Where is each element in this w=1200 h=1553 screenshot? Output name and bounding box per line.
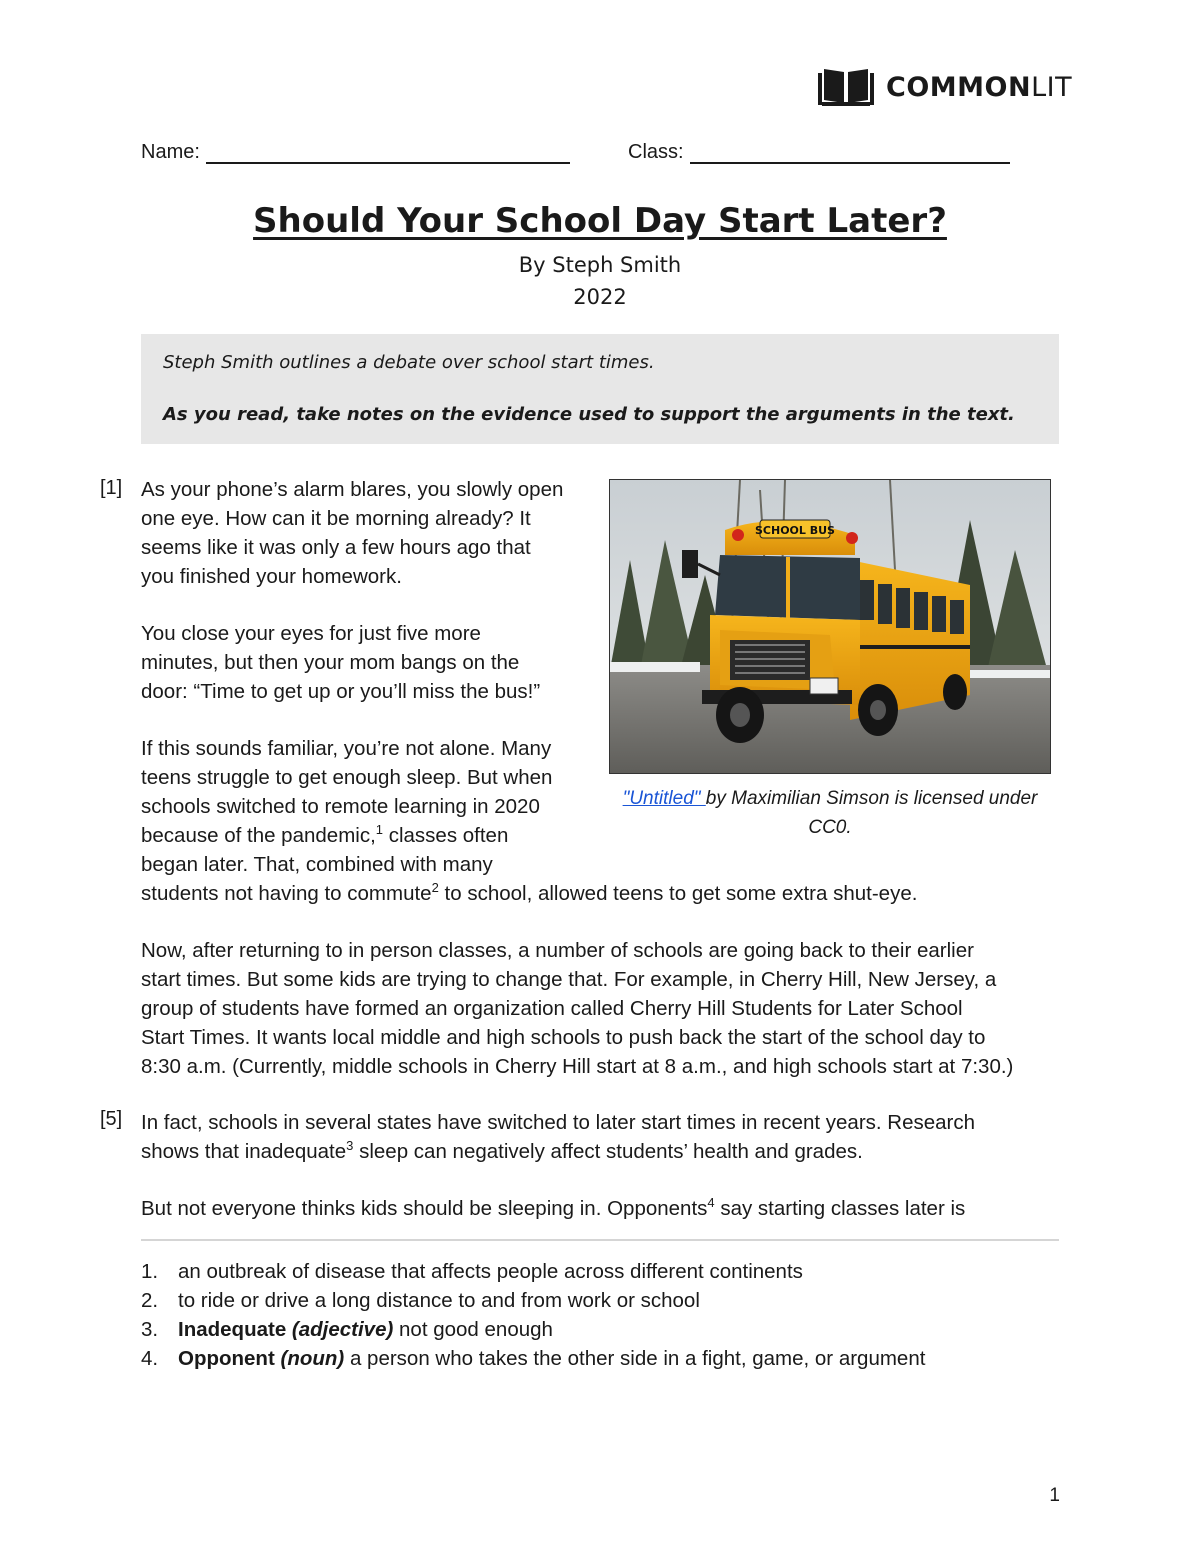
page-title: Should Your School Day Start Later? [253, 201, 947, 241]
class-field[interactable] [628, 141, 1010, 164]
footnote-ref-2[interactable]: 2 [431, 880, 439, 896]
footnotes-list [141, 1257, 925, 1373]
text-line: Start Times. It wants local middle and high schools to push back the start of the school day to [141, 1026, 986, 1049]
name-field[interactable] [141, 141, 570, 164]
paragraph-1 [141, 475, 563, 591]
text-line: shows that inadequate$^3$ sleep can negatively affect students’ health and grades. [141, 1138, 863, 1163]
text-line: began later. That, combined with many [141, 853, 493, 876]
text-line: group of students have formed an organization called Cherry Hill Students for Later School [141, 997, 963, 1020]
footnote-ref-4[interactable]: 4 [707, 1195, 715, 1211]
text-line: As your phone’s alarm blares, you slowly open [141, 478, 564, 501]
class-label: Class: [628, 141, 684, 163]
text-line: because of the pandemic,$^1$ classes often [141, 822, 509, 847]
footnote-ref-3[interactable]: 3 [346, 1138, 354, 1154]
footnote-item: 2. to ride or drive a long distance to and from work or school [141, 1289, 700, 1312]
intro-summary: Steph Smith outlines a debate over school start times. [163, 352, 655, 373]
class-line[interactable] [690, 142, 1010, 164]
footnote-divider [141, 1239, 1059, 1241]
brand-name: COMMONLIT [886, 71, 1073, 103]
text-line: teens struggle to get enough sleep. But when [141, 766, 553, 789]
image-caption [600, 784, 1060, 842]
text-line: But not everyone thinks kids should be sleeping in. Opponents$^4$ say starting classes later is [141, 1195, 966, 1220]
text-line: Now, after returning to in person classes, a number of schools are going back to their earlier [141, 939, 974, 962]
school-bus-illustration [610, 480, 1050, 773]
year: 2022 [573, 285, 627, 309]
text-line: schools switched to remote learning in 2020 [141, 795, 540, 818]
text-line: you finished your homework. [141, 565, 402, 588]
paragraph-5 [141, 1108, 975, 1166]
paragraph-2 [141, 619, 540, 706]
image-source-link[interactable]: "Untitled" [622, 788, 706, 809]
school-bus-photo [609, 479, 1051, 774]
text-line: If this sounds familiar, you’re not alone. Many [141, 737, 552, 760]
footnote-item: 4. Opponent (noun) a person who takes the other side in a fight, game, or argument [141, 1347, 926, 1370]
caption-credit: by Maximilian Simson is licensed under CC0. [705, 788, 1038, 838]
intro-box [141, 334, 1059, 444]
commonlit-logo [818, 66, 1072, 108]
bus-sign: SCHOOL BUS [755, 524, 835, 537]
footnote-ref-1[interactable]: 1 [375, 822, 384, 838]
text-line: door: “Time to get up or you’ll miss the bus!” [141, 680, 541, 703]
text-line: students not having to commute$^2$ to school, allowed teens to get some extra shut-eye. [141, 880, 918, 905]
paragraph-6 [141, 1194, 965, 1223]
intro-instruction: As you read, take notes on the evidence used to support the arguments in the text. [163, 404, 1015, 425]
page-number: 1 [1049, 1485, 1060, 1506]
paragraph-marker-5: [5] [100, 1108, 123, 1130]
footnote-item: 1. an outbreak of disease that affects people across different continents [141, 1260, 803, 1283]
text-line: You close your eyes for just five more [141, 622, 481, 645]
paragraph-4 [141, 936, 1013, 1081]
text-line: 8:30 a.m. (Currently, middle schools in Cherry Hill start at 8 a.m., and high schools start at 7:30.) [141, 1055, 1014, 1078]
text-line: In fact, schools in several states have switched to later start times in recent years. Research [141, 1111, 976, 1134]
text-line: seems like it was only a few hours ago that [141, 536, 531, 559]
author: By Steph Smith [518, 253, 682, 277]
text-line: minutes, but then your mom bangs on the [141, 651, 520, 674]
name-label: Name: [141, 141, 200, 163]
text-line: start times. But some kids are trying to change that. For example, in Cherry Hill, New Jersey, a [141, 968, 997, 991]
open-book-icon [818, 67, 874, 107]
footnote-item: 3. Inadequate (adjective) not good enough [141, 1318, 553, 1341]
name-line[interactable] [206, 142, 570, 164]
text-line: one eye. How can it be morning already? It [141, 507, 531, 530]
paragraph-marker-1: [1] [100, 477, 123, 499]
